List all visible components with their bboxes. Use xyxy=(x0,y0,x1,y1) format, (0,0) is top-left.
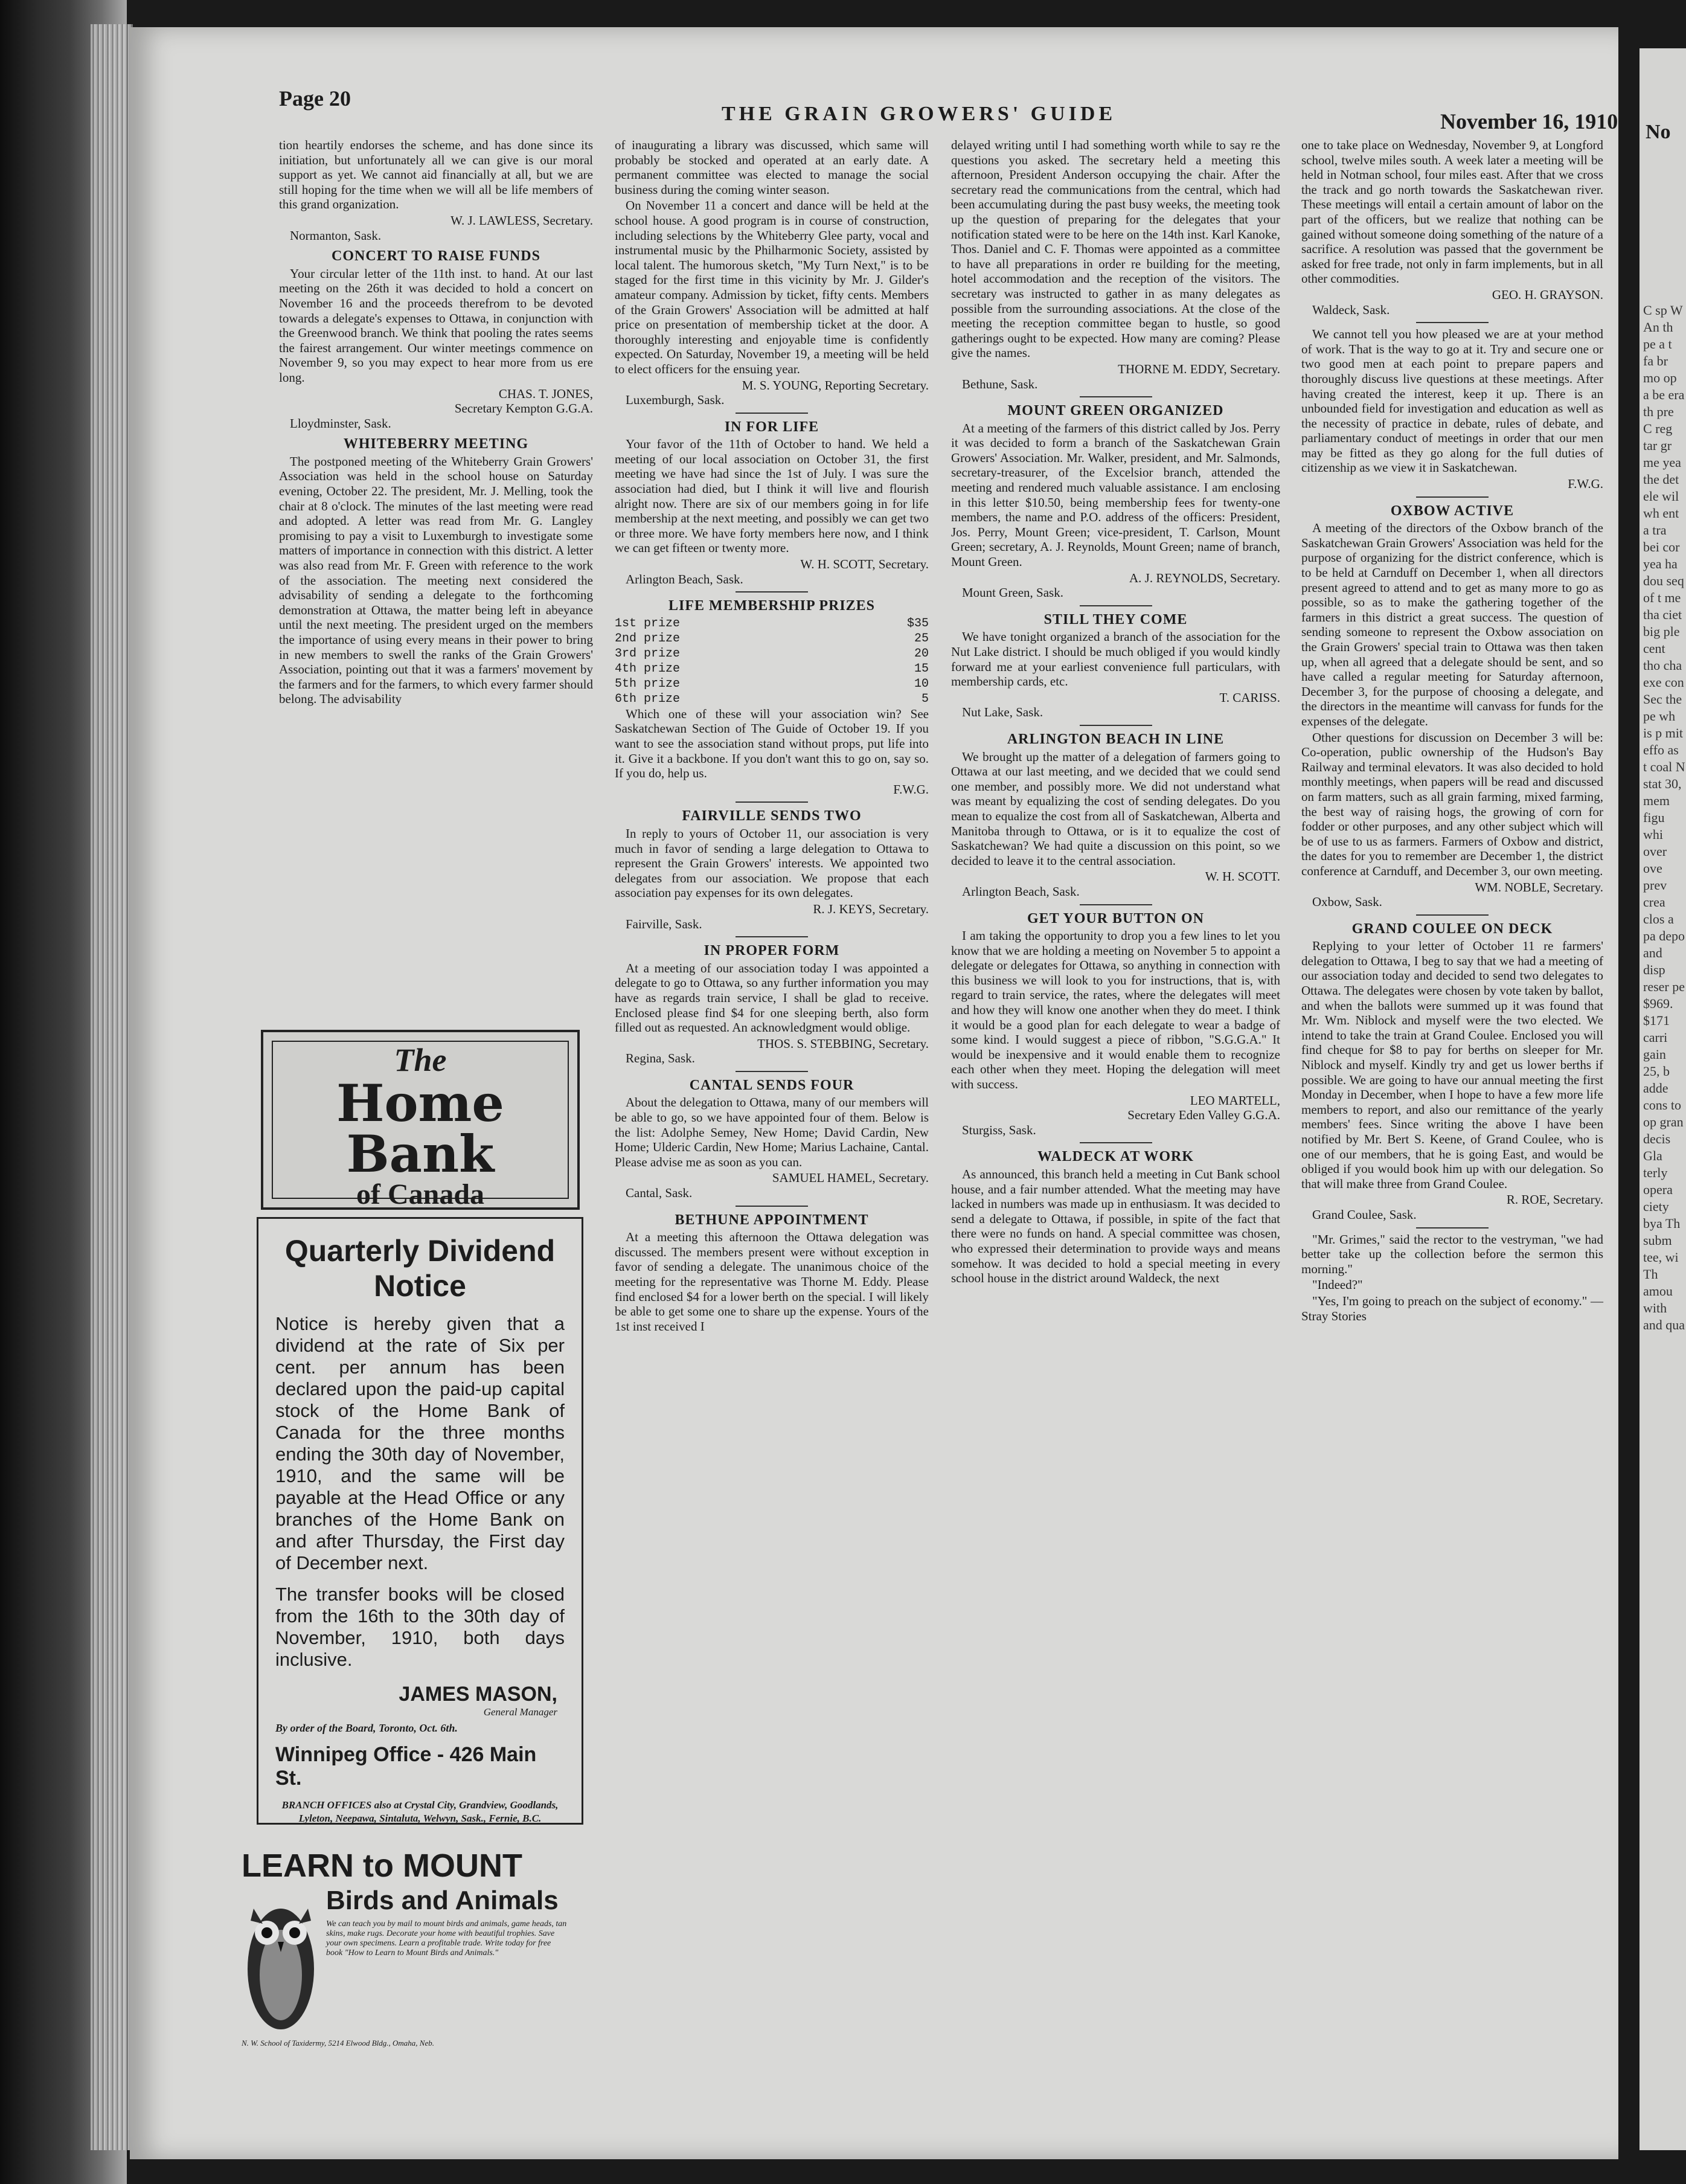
headline: WALDECK AT WORK xyxy=(1037,1149,1194,1165)
page-number: Page 20 xyxy=(279,86,351,111)
signature: W. H. SCOTT. xyxy=(1205,869,1280,884)
signature: WM. NOBLE, Secretary. xyxy=(1475,879,1603,894)
place: Arlington Beach, Sask. xyxy=(962,884,1080,899)
prize-row: 1st prize $35 xyxy=(615,616,929,631)
signature: GEO. H. GRAYSON. xyxy=(1492,287,1603,302)
divider xyxy=(736,413,808,414)
ad-headline: LEARN to MOUNT xyxy=(242,1848,522,1884)
signature: F.W.G. xyxy=(1568,477,1603,492)
place: Cantal, Sask. xyxy=(626,1186,693,1201)
page-stack-edge xyxy=(91,24,133,2150)
divider xyxy=(1080,904,1152,905)
ad-branches: BRANCH OFFICES also at Crystal City, Grandview, Goodlands, Lyleton, Neepawa, Sintaluta, Welwyn, Sask., Fernie, B.C. xyxy=(281,1799,559,1824)
column-4 xyxy=(1301,138,1603,1325)
ad-title: Quarterly Dividend xyxy=(284,1234,556,1268)
signature: W. H. SCOTT, Secretary. xyxy=(800,557,929,572)
headline: OXBOW ACTIVE xyxy=(1390,503,1515,519)
ad-office: Winnipeg Office - 426 Main St. xyxy=(275,1743,537,1790)
signature: SAMUEL HAMEL, Secretary. xyxy=(772,1171,929,1186)
signature: R. ROE, Secretary. xyxy=(1506,1192,1603,1207)
headline: WHITEBERRY MEETING xyxy=(343,436,529,452)
article-text: We brought up the matter of a delegation of farmers going to Ottawa at our last meeting, and we decided that we could send one member, and possibly more. We did not understand what was meant by equalizing the cost of sending delegates. Do you mean to equalize the cost from all of Saskatchewan, Alberta and Manitoba through to Ottawa, or is it to equalize the cost of Saskatchewan? We had quite a discussion on this point, so we decided to leave it to the central association. xyxy=(951,749,1280,868)
article-text: We have tonight organized a branch of the association for the Nut Lake district. I should be much obliged if you would kindly forward me at your earliest convenience full particulars, with membership cards, etc. xyxy=(951,629,1280,689)
article-text: delayed writing until I had something worth while to say re the questions you asked. The secretary held a meeting this afternoon, President Anderson occupying the chair. After the secretary read the communications from the central, which had been accumulating during the past busy weeks, the meeting took up the question of preparing for the delegates that your notification stated were to be here on the 14th inst. Karl Kanoke, Thos. Daniel and C. F. Thomas were appointed as a committee to have all preparations in order re building for the meeting, hotel accommodation and the reception of the visitors. The secretary was instructed to gather in as many delegates as possible from the surrounding associations. At the close of the meeting the reception committee began to hustle, so good gatherings ought to be expected. How many are coming? Please give the names. xyxy=(951,138,1280,361)
signature: Secretary Eden Valley G.G.A. xyxy=(1127,1108,1280,1123)
signature: R. J. KEYS, Secretary. xyxy=(813,901,929,916)
article-text: Your circular letter of the 11th inst. to hand. At our last meeting on the 26th it was decided to hold a concert on November 16 and the proceeds therefrom to be devoted towards a delegate's expenses to Ottawa, in conjunction with the Greenwood branch. We think that pooling the rates seems the fairest arrangement. Our winter meetings commence on November 9, so you may expect to hear more from us ere long. xyxy=(279,266,593,385)
column-1 xyxy=(279,138,593,708)
headline: GRAND COULEE ON DECK xyxy=(1351,920,1553,937)
place: Lloydminster, Sask. xyxy=(290,416,391,431)
article-text: Your favor of the 11th of October to hand. We held a meeting of our local association on October 31, the first meeting we have had since the 1st of July. I was sure the association had died, but I think it will live and flourish alright now. There are six of our members going in for life membership at the next meeting, and possibly we can get two or three more. We have forty members here now, and I think we can get fifteen or twenty more. xyxy=(615,437,929,556)
signature: A. J. REYNOLDS, Secretary. xyxy=(1129,570,1280,585)
article-text: As announced, this branch held a meeting in Cut Bank school house, and a fair number attended. What the meeting may have lacked in numbers was made up in enthusiasm. It was decided to send a delegate to Ottawa, if possible, in spite of the fact that there were no funds on hand. A special committee was chosen, who expressed their determination to provide ways and means somehow. It was decided to hold a special meeting in every school house in the district around Waldeck, the next xyxy=(951,1167,1280,1286)
article-text: The postponed meeting of the Whiteberry Grain Growers' Association was held in the school house on Saturday evening, October 22. The president, Mr. J. Melling, took the chair at 8 o'clock. The minutes of the last meeting were read and adopted. A letter was read from Mr. G. Langley promising to pay a visit to Luxemburgh to investigate some matters of importance in connection with this district. A letter was also read from Mr. F. Green with reference to the work of the association. The meeting next considered the advisability of sending a delegate to the forthcoming demonstration at Ottawa, the matter being left in abeyance until the next meeting. The president urged on the members the importance of using every means in their power to bring in new members to swell the ranks of the Grain Growers' Association, pointing out that it was a farmers' movement by the farmers and for the farmers, to which every farmer should belong. The advisability xyxy=(279,454,593,707)
anecdote-text: "Mr. Grimes," said the rector to the vestryman, "we had better take up the collection before the sermon this morning." xyxy=(1301,1232,1603,1276)
article-text: In reply to yours of October 11, our association is very much in favor of sending a large delegation to Ottawa to represent the Grain Growers' interests. We appointed two delegates from our association. We propose that each association pay expenses for its own delegates. xyxy=(615,826,929,901)
place: Oxbow, Sask. xyxy=(1312,894,1382,910)
place: Normanton, Sask. xyxy=(290,228,382,243)
ad-text: We can teach you by mail to mount birds and animals, game heads, tan skins, make rugs. Decorate your home with beautiful trophies. Save your own specimens. Learn a profitable trade. Write today for free book "How to Learn to Mount Birds and Animals." xyxy=(326,1919,567,1958)
prize-row: 5th prize 10 xyxy=(615,676,929,691)
headline: FAIRVILLE SENDS TWO xyxy=(682,808,862,824)
place: Arlington Beach, Sask. xyxy=(626,571,743,586)
headline: ARLINGTON BEACH IN LINE xyxy=(1007,731,1225,747)
article-text: At a meeting of the farmers of this district called by Jos. Perry it was decided to form a branch of the Saskatchewan Grain Growers' Association. Mr. Walker, president, and Mr. Salmonds, secretary-treasurer, of the Excelsior branch, attended the meeting and rendered much valuable assistance. I am enclosing in this letter $10.50, being membership fees for twenty-one members, the name and P.O. address of the officers: President, Jos. Perry, Mount Green; vice-president, T. Carlson, Mount Green; secretary, A. J. Reynolds, Mount Green; name of branch, Mount Green. xyxy=(951,420,1280,570)
editorial-comment: We cannot tell you how pleased we are at your method of work. That is the way to go at it. Try and secure one or two good men at each point to prepare papers and thoroughly discuss live questions at these meetings. After having created the interest, keep it up. There is an unbounded field for investigation and education as well as the necessity of practice in debate, rules of debate, and parliamentary conduct of meetings in order that our men may be fitted as they go along for the full duties of citizenship as we view it in Saskatchewan. xyxy=(1301,327,1603,475)
ad-title: Notice xyxy=(374,1269,466,1303)
divider xyxy=(736,801,808,803)
logo-the: The xyxy=(394,1042,447,1078)
article-text: one to take place on Wednesday, November 9, at Longford school, twelve miles south. A week later a meeting will be held in Notman school, four miles east. After that we cross the track and go north towards the Saskatchewan river. These meetings will entail a certain amount of labor on the part of the officers, but we realize that nothing can be gained without someone doing something of the nature of a sacrifice. A resolution was passed that the government be asked for free trade, not only in farm implements, but in all other commodities. xyxy=(1301,138,1603,286)
prize-row: 6th prize 5 xyxy=(615,692,929,706)
signature: T. CARISS. xyxy=(1219,690,1280,705)
divider xyxy=(736,591,808,593)
signature: M. S. YOUNG, Reporting Secretary. xyxy=(742,377,929,393)
article-text: A meeting of the directors of the Oxbow branch of the Saskatchewan Grain Growers' Association was held for the purpose of organizing for the district conference, which is to be held at Carnduff on December 1, when all directors present agreed to attend and to get as many more to go as possible, so as to make the gathering together of the farmers in this district a great success. The question of sending someone to represent the Oxbow association on the Grain Growers' special train to Ottawa was then taken up, when all agreed that a delegate should be sent, and so have called a regular meeting for Saturday afternoon, December 3, for the purpose of choosing a delegate, and the directors in the meantime will canvass for funds for the expenses of the delegate. xyxy=(1301,521,1603,728)
signature: LEO MARTELL, xyxy=(1190,1093,1280,1108)
signature: F.W.G. xyxy=(893,782,929,797)
next-page-text: C sp W An th pe a t fa br mo op a be era th pre C reg tar gr me yea the det ele wil wh ent a tra bei cor yea ha dou seq of t me tha ciet big ple cent tho cha exe con Sec the pe wh is p mit effo as t coal N stat 30, mem figu whi over ove prev crea clos a pa depo and disp reser pe $969. $171 carri gain 25, b adde cons to op gran decis Gla terly opera ciety bya Th subm tee, wi Th amou with and qua xyxy=(1643,303,1685,1332)
taxidermy-ad xyxy=(242,1848,568,2048)
divider xyxy=(1080,396,1152,397)
ad-order: By order of the Board, Toronto, Oct. 6th. xyxy=(275,1722,458,1734)
divider xyxy=(1080,605,1152,606)
divider xyxy=(1416,914,1489,916)
anecdote-text: "Yes, I'm going to preach on the subject of economy." —Stray Stories xyxy=(1301,1293,1603,1323)
logo-name: Home Bank xyxy=(336,1073,504,1184)
next-page-fragment xyxy=(1640,48,1686,2150)
anecdote-text: "Indeed?" xyxy=(1312,1277,1363,1293)
place: Fairville, Sask. xyxy=(626,916,702,931)
divider xyxy=(1080,1142,1152,1143)
article-text: At a meeting this afternoon the Ottawa delegation was discussed. The members present were without exception in favor of sending a delegate. The unanimous choice of the meeting for the representative was Thorne M. Eddy. Please find enclosed $4 for a lower berth on the special. I will likely be able to get some one to share up the expense. Yours of the 1st inst received I xyxy=(615,1230,929,1334)
signature: THORNE M. EDDY, Secretary. xyxy=(1118,361,1280,376)
ad-subhead: Birds and Animals xyxy=(326,1886,559,1915)
article-text: Replying to your letter of October 11 re farmers' delegation to Ottawa, I beg to say that we had a meeting of our association today and decided to send two delegates to Ottawa. The delegates were chosen by vote taken by ballot, and when the ballots were summed up it was found that Mr. Wm. Niblock and myself were the two elected. We intend to take the train at Grand Coulee. Enclosed you will find cheque for $8 to pay for berths on sleeper for Mr. Niblock and myself. Kindly try and get us lower berths if possible. We are going to have our annual meeting the first Monday in December, when I hope to have a few more life members to report, and also our remittance of the yearly members' fees. Since writing the above I have been notified by Mr. Bert S. Keene, of Grand Coulee, who is one of our members, that he is going East, and would be obliged if you would book him up with our delegation. So that will make three from Grand Coulee. xyxy=(1301,939,1603,1191)
page-date: November 16, 1910 xyxy=(1440,109,1618,133)
divider xyxy=(1080,725,1152,726)
headline: IN PROPER FORM xyxy=(704,943,840,959)
divider xyxy=(736,1071,808,1072)
signature: Secretary Kempton G.G.A. xyxy=(454,401,593,416)
signature: CHAS. T. JONES, xyxy=(498,386,593,401)
ad-manager-title: General Manager xyxy=(483,1706,557,1718)
place: Mount Green, Sask. xyxy=(962,585,1063,600)
column-3 xyxy=(951,138,1280,1287)
headline: IN FOR LIFE xyxy=(724,419,819,435)
divider xyxy=(736,1206,808,1207)
ad-manager: JAMES MASON, xyxy=(399,1683,557,1706)
headline: GET YOUR BUTTON ON xyxy=(1027,910,1204,927)
place: Sturgiss, Sask. xyxy=(962,1122,1036,1137)
dividend-notice-ad xyxy=(257,1217,583,1825)
divider xyxy=(1416,496,1489,498)
prize-list xyxy=(615,616,929,707)
headline: MOUNT GREEN ORGANIZED xyxy=(1007,403,1224,419)
divider xyxy=(1416,1227,1489,1228)
divider xyxy=(736,936,808,937)
ad-footer: N. W. School of Taxidermy, 5214 Elwood Bldg., Omaha, Neb. xyxy=(242,2038,434,2048)
article-text: of inaugurating a library was discussed, which same will probably be stocked and operated at an early date. A permanent committee was elected to manage the social business during the coming winter season. xyxy=(615,138,929,197)
logo-sub: of Canada xyxy=(356,1178,485,1210)
place: Bethune, Sask. xyxy=(962,376,1038,391)
page-title: THE GRAIN GROWERS' GUIDE xyxy=(722,103,1117,125)
article-text: I am taking the opportunity to drop you a few lines to let you know that we are holding a meeting on November 5 to appoint a delegate or delegates for Ottawa, so anything in connection with this business we will look to you for instructions, that is, with regard to train service, the rates, where the delegates will meet and how they will know one another when they do meet. I think it would be a good plan for each delegate to wear a badge of some kind. I would suggest a piece of ribbon, "S.G.G.A." It would be inexpensive and it would enable them to recognize each other when they meet. Hoping the delegation will meet with success. xyxy=(951,928,1280,1092)
signature: THOS. S. STEBBING, Secretary. xyxy=(757,1036,929,1051)
article-text: Other questions for discussion on December 3 will be: Co-operation, public ownership of the Hudson's Bay Railway and terminal elevators. It was also decided to hold monthly meetings, when papers will be read and discussed on farm matters, such as all grain farming, mixed farming, the best way of raising hogs, the growing of corn for fodder or other purposes, and any other subject which will be of use to us as farmers. Farmers of Oxbow and district, the dates for you to remember are December 1, the district conference at Carnduff, and December 3, our own meeting. xyxy=(1301,730,1603,878)
ad-body: Notice is hereby given that a dividend at the rate of Six per cent. per annum has been declared upon the paid-up capital stock of the Home Bank of Canada for the three months ending the 30th day of November, 1910, and the same will be payable at the Head Office or any branches of the Home Bank on and after Thursday, the First day of December next. xyxy=(275,1313,565,1573)
article-text: On November 11 a concert and dance will be held at the school house. A good program is in course of construction, including selections by the Whiteberry Glee party, vocal and instrumental music by the Philharmonic Society, assisted by local talent. The humorous sketch, "My Turn Next," is to be staged for the first time in this vicinity by Mr. J. Gilder's amateur company. Admission by ticket, fifty cents. Members of the Grain Growers' Association will be admitted at half price on presentation of membership ticket at the door. A thoroughly interesting and enjoyable time is confidently expected. On Saturday, November 19, a meeting will be held to elect officers for the ensuing year. xyxy=(615,198,929,376)
headline: STILL THEY COME xyxy=(1043,611,1188,628)
prize-row: 4th prize 15 xyxy=(615,661,929,676)
headline: CONCERT TO RAISE FUNDS xyxy=(332,248,540,265)
headline: BETHUNE APPOINTMENT xyxy=(675,1212,869,1228)
headline: LIFE MEMBERSHIP PRIZES xyxy=(668,598,876,614)
ad-body: The transfer books will be closed from the 16th to the 30th day of November, 1910, both days inclusive. xyxy=(275,1584,565,1670)
place: Waldeck, Sask. xyxy=(1312,302,1390,317)
home-bank-logo-ad xyxy=(261,1030,580,1210)
place: Grand Coulee, Sask. xyxy=(1312,1207,1417,1222)
divider xyxy=(1416,322,1489,323)
place: Nut Lake, Sask. xyxy=(962,705,1043,720)
prize-row: 2nd prize 25 xyxy=(615,631,929,646)
headline: CANTAL SENDS FOUR xyxy=(689,1077,854,1093)
article-text: tion heartily endorses the scheme, and has done since its initiation, but unfortunately all we can give is our moral support as yet. We cannot aid financially at all, but we are still hoping for the time when we will all be life members of this grand organization. xyxy=(279,138,593,212)
owl-icon xyxy=(242,1884,320,2035)
signature: W. J. LAWLESS, Secretary. xyxy=(450,213,593,228)
article-text: Which one of these will your association win? See Saskatchewan Section of The Guide of October 19. If you want to see the association stand without props, put life into it. Give it a backbone. If you don't want this to go on, say so. If you do, help us. xyxy=(615,706,929,781)
article-text: At a meeting of our association today I was appointed a delegate to go to Ottawa, so any further information you may have as regards train service, I shall be glad to receive. Enclosed please find $4 for one sleeping berth, also form filled out as requested. An acknowledgment would oblige. xyxy=(615,960,929,1035)
place: Luxemburgh, Sask. xyxy=(626,393,725,408)
place: Regina, Sask. xyxy=(626,1051,695,1066)
article-text: About the delegation to Ottawa, many of our members will be able to go, so we have appointed four of them. Below is the list: Adolphe Semey, New Home; David Cardin, New Home; Ulderic Cardin, New Home; Marius Lachaine, Cantal. Please advise me as soon as you can. xyxy=(615,1095,929,1169)
prize-row: 3rd prize 20 xyxy=(615,646,929,661)
next-page-header: No xyxy=(1646,121,1671,143)
column-2 xyxy=(615,138,929,1335)
